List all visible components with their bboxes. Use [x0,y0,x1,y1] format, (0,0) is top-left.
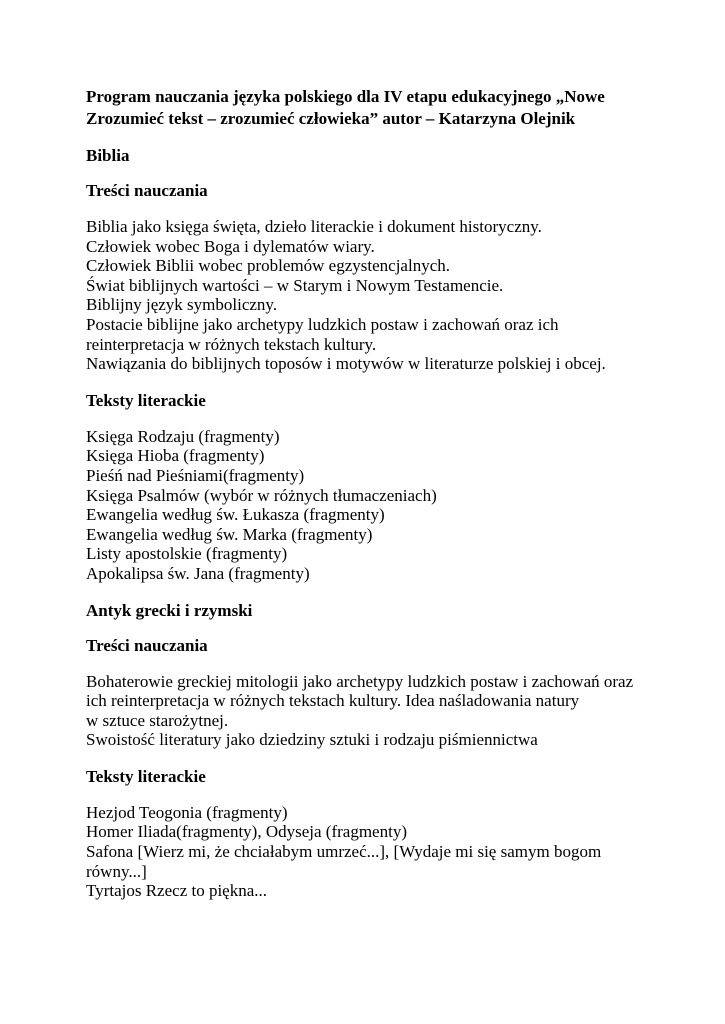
section-heading-antyk: Antyk grecki i rzymski [86,600,253,620]
list-item: Hezjod Teogonia (fragmenty) [86,802,288,822]
list-item: Księga Rodzaju (fragmenty) [86,426,280,446]
list-item: Listy apostolskie (fragmenty) [86,544,288,564]
list-item: Safona [Wierz mi, że chciałabym umrzeć...], [Wydaje mi się samym bogom [86,842,602,862]
content-line: Biblijny język symboliczny. [86,295,278,315]
list-item: Księga Hioba (fragmenty) [86,446,265,466]
content-paragraph-1 [86,217,646,374]
list-item: Ewangelia według św. Marka (fragmenty) [86,524,373,544]
content-line: Swoistość literatury jako dziedziny sztuki i rodzaju piśmiennictwa [86,730,538,750]
texts-list-1 [86,427,646,584]
content-line: reinterpretacja w różnych tekstach kultury. [86,334,377,354]
content-line: Postacie biblijne jako archetypy ludzkich postaw i zachowań oraz ich [86,314,559,334]
content-line: Bohaterowie greckiej mitologii jako archetypy ludzkich postaw i zachowań oraz [86,671,634,691]
title-line-2: Zrozumieć tekst – zrozumieć człowieka” autor – Katarzyna Olejnik [86,109,576,128]
content-line: Człowiek wobec Boga i dylematów wiary. [86,236,375,256]
content-line: w sztuce starożytnej. [86,710,229,730]
document-title [86,86,646,130]
list-item: Apokalipsa św. Jana (fragmenty) [86,563,310,583]
content-paragraph-2 [86,672,646,750]
list-item: Homer Iliada(fragmenty), Odyseja (fragmenty) [86,822,407,842]
subheading-tresci-nauczania-1: Treści nauczania [86,181,208,200]
content-line: ich reinterpretacja w różnych tekstach kultury. Idea naśladowania natury [86,691,580,711]
list-item: Pieśń nad Pieśniami(fragmenty) [86,465,305,485]
subheading-teksty-literackie-1: Teksty literackie [86,390,206,410]
content-line: Biblia jako księga święta, dzieło literackie i dokument historyczny. [86,217,542,236]
document-page [86,86,646,901]
list-item: Ewangelia według św. Łukasza (fragmenty) [86,505,385,525]
content-line: Człowiek Biblii wobec problemów egzystencjalnych. [86,256,450,276]
title-line-1: Program nauczania języka polskiego dla IV etapu edukacyjnego „Nowe [86,87,605,106]
content-line: Nawiązania do biblijnych toposów i motywów w literaturze polskiej i obcej. [86,354,606,374]
list-item: równy...] [86,861,147,881]
subheading-teksty-literackie-2: Teksty literackie [86,766,206,786]
texts-list-2 [86,803,646,901]
section-heading-biblia: Biblia [86,146,130,165]
list-item: Tyrtajos Rzecz to piękna... [86,881,268,901]
subheading-tresci-nauczania-2: Treści nauczania [86,635,208,655]
list-item: Księga Psalmów (wybór w różnych tłumaczeniach) [86,485,437,505]
content-line: Świat biblijnych wartości – w Starym i Nowym Testamencie. [86,275,504,295]
